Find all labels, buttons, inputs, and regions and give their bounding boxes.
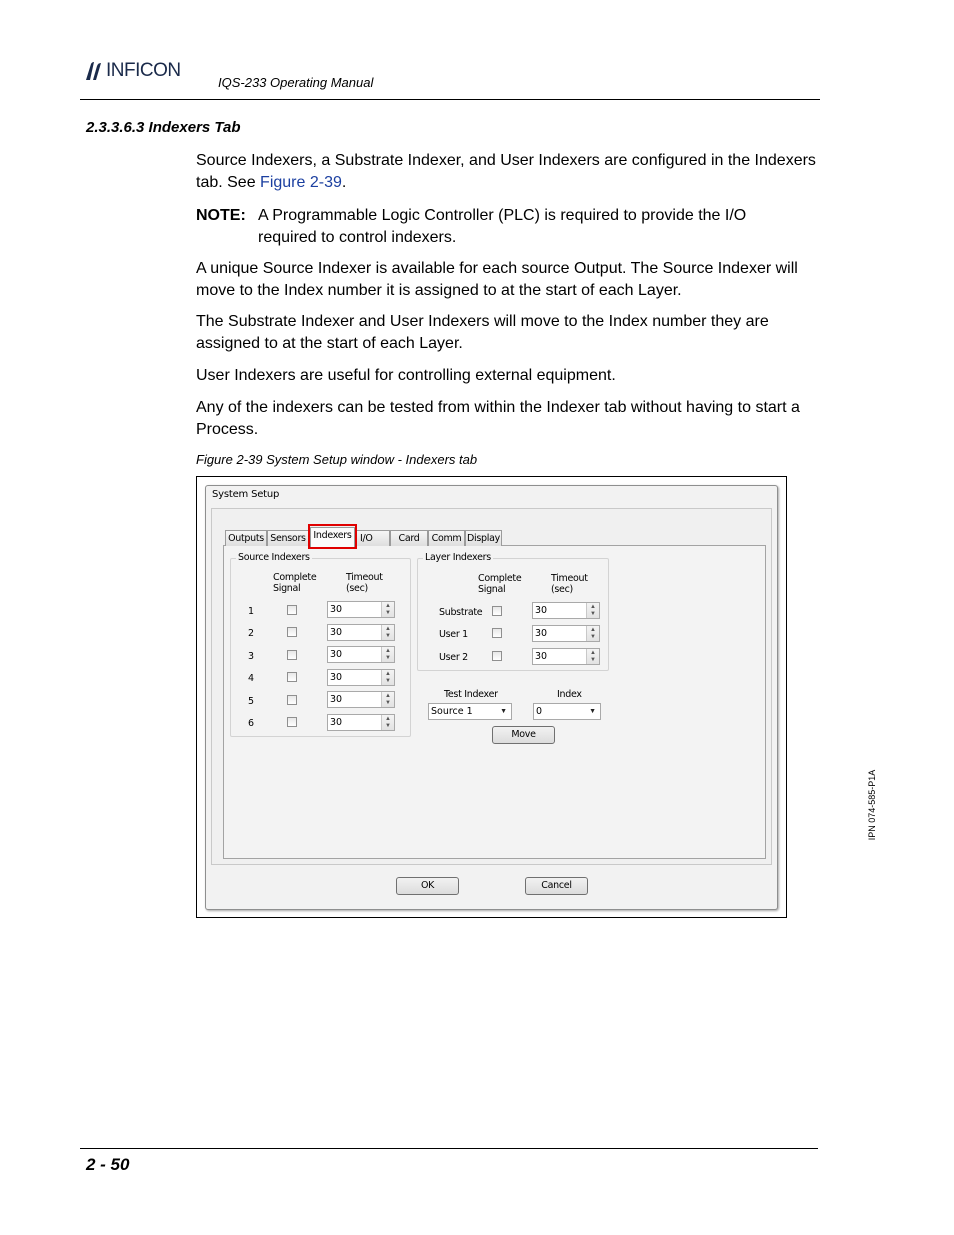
layer-row-label: Substrate xyxy=(439,607,483,618)
spin-arrows-icon[interactable]: ▲ ▼ xyxy=(586,603,599,618)
source-complete-checkbox[interactable] xyxy=(287,672,297,682)
note-text: A Programmable Logic Controller (PLC) is required to provide the I/O required to control indexers. xyxy=(258,207,747,246)
paragraph-intro: Source Indexers, a Substrate Indexer, and User Indexers are configured in the Indexers tab. See Figure 2-39. xyxy=(196,152,816,191)
source-complete-signal-header: Complete Signal xyxy=(273,572,317,594)
layer-indexers-legend: Layer Indexers xyxy=(425,552,491,563)
tab-display[interactable]: Display xyxy=(465,530,502,546)
source-row-label: 6 xyxy=(248,718,254,729)
tab-highlight-box xyxy=(308,524,357,549)
source-complete-checkbox[interactable] xyxy=(287,695,297,705)
layer-timeout-header: Timeout (sec) xyxy=(551,573,588,595)
source-indexers-legend: Source Indexers xyxy=(238,552,310,563)
source-row-label: 2 xyxy=(248,628,254,639)
source-complete-checkbox[interactable] xyxy=(287,627,297,637)
index-select[interactable]: 0 ▼ xyxy=(533,703,601,720)
spin-arrows-icon[interactable]: ▲ ▼ xyxy=(381,715,394,730)
figure-caption: Figure 2-39 System Setup window - Indexers tab xyxy=(196,452,478,467)
ok-button[interactable]: OK xyxy=(396,877,459,895)
chevron-down-icon: ▼ xyxy=(589,708,596,715)
source-timeout-spinbox[interactable]: 30 ▲ ▼ xyxy=(327,646,395,663)
tab-outputs[interactable]: Outputs xyxy=(225,530,267,546)
source-row-label: 5 xyxy=(248,696,254,707)
source-complete-checkbox[interactable] xyxy=(287,650,297,660)
inficon-logo xyxy=(82,60,181,82)
source-row-label: 4 xyxy=(248,673,254,684)
cancel-button[interactable]: Cancel xyxy=(525,877,588,895)
source-row-label: 3 xyxy=(248,651,254,662)
figure-link[interactable]: Figure 2-39 xyxy=(260,174,342,191)
layer-timeout-spinbox[interactable]: 30 ▲ ▼ xyxy=(532,625,600,642)
source-timeout-header: Timeout (sec) xyxy=(346,572,383,594)
header-rule xyxy=(80,99,820,100)
paragraph-testing: Any of the indexers can be tested from within the Indexer tab without having to start a Process. xyxy=(196,399,800,438)
paragraph-user-indexers: User Indexers are useful for controlling external equipment. xyxy=(196,367,616,384)
page-number: 2 - 50 xyxy=(86,1155,130,1174)
source-row-label: 1 xyxy=(248,606,254,617)
layer-timeout-spinbox[interactable]: 30 ▲ ▼ xyxy=(532,648,600,665)
layer-complete-checkbox[interactable] xyxy=(492,651,502,661)
chevron-down-icon: ▼ xyxy=(500,708,507,715)
test-indexer-select[interactable]: Source 1 ▼ xyxy=(428,703,512,720)
layer-row-label: User 2 xyxy=(439,652,468,663)
source-timeout-spinbox[interactable]: 30 ▲ ▼ xyxy=(327,601,395,618)
tab-comm[interactable]: Comm xyxy=(428,530,465,546)
index-label: Index xyxy=(557,689,582,700)
source-timeout-spinbox[interactable]: 30 ▲ ▼ xyxy=(327,691,395,708)
tab-io[interactable]: I/O xyxy=(355,530,390,546)
inficon-logo-mark-icon xyxy=(82,60,104,82)
footer-rule xyxy=(80,1148,818,1149)
tab-indexers[interactable]: Indexers xyxy=(310,527,355,547)
layer-timeout-spinbox[interactable]: 30 ▲ ▼ xyxy=(532,602,600,619)
spin-arrows-icon[interactable]: ▲ ▼ xyxy=(381,692,394,707)
spin-arrows-icon[interactable]: ▲ ▼ xyxy=(381,647,394,662)
window-title: System Setup xyxy=(212,489,280,500)
paragraph-substrate-user: The Substrate Indexer and User Indexers will move to the Index number they are assigned to at the start of each Layer. xyxy=(196,313,769,352)
layer-complete-checkbox[interactable] xyxy=(492,628,502,638)
move-button[interactable]: Move xyxy=(492,726,555,744)
spin-arrows-icon[interactable]: ▲ ▼ xyxy=(381,670,394,685)
note-label: NOTE: xyxy=(196,207,246,224)
tab-sensors[interactable]: Sensors xyxy=(267,530,309,546)
source-timeout-spinbox[interactable]: 30 ▲ ▼ xyxy=(327,669,395,686)
source-timeout-spinbox[interactable]: 30 ▲ ▼ xyxy=(327,624,395,641)
doc-title: IQS-233 Operating Manual xyxy=(218,75,374,90)
spin-arrows-icon[interactable]: ▲ ▼ xyxy=(381,602,394,617)
spin-arrows-icon[interactable]: ▲ ▼ xyxy=(586,626,599,641)
test-indexer-label: Test Indexer xyxy=(444,689,498,700)
layer-complete-signal-header: Complete Signal xyxy=(478,573,522,595)
spin-arrows-icon[interactable]: ▲ ▼ xyxy=(586,649,599,664)
source-complete-checkbox[interactable] xyxy=(287,717,297,727)
logo-text: INFICON xyxy=(106,60,181,81)
source-complete-checkbox[interactable] xyxy=(287,605,297,615)
layer-row-label: User 1 xyxy=(439,629,468,640)
spin-arrows-icon[interactable]: ▲ ▼ xyxy=(381,625,394,640)
layer-complete-checkbox[interactable] xyxy=(492,606,502,616)
source-timeout-spinbox[interactable]: 30 ▲ ▼ xyxy=(327,714,395,731)
ipn-side-label: IPN 074-585-P1A xyxy=(867,769,877,841)
tab-card[interactable]: Card xyxy=(390,530,428,546)
paragraph-source-indexer: A unique Source Indexer is available for each source Output. The Source Indexer will move to the Index number it is assigned to at the start of each Layer. xyxy=(196,260,798,299)
section-heading: 2.3.3.6.3 Indexers Tab xyxy=(86,119,241,136)
